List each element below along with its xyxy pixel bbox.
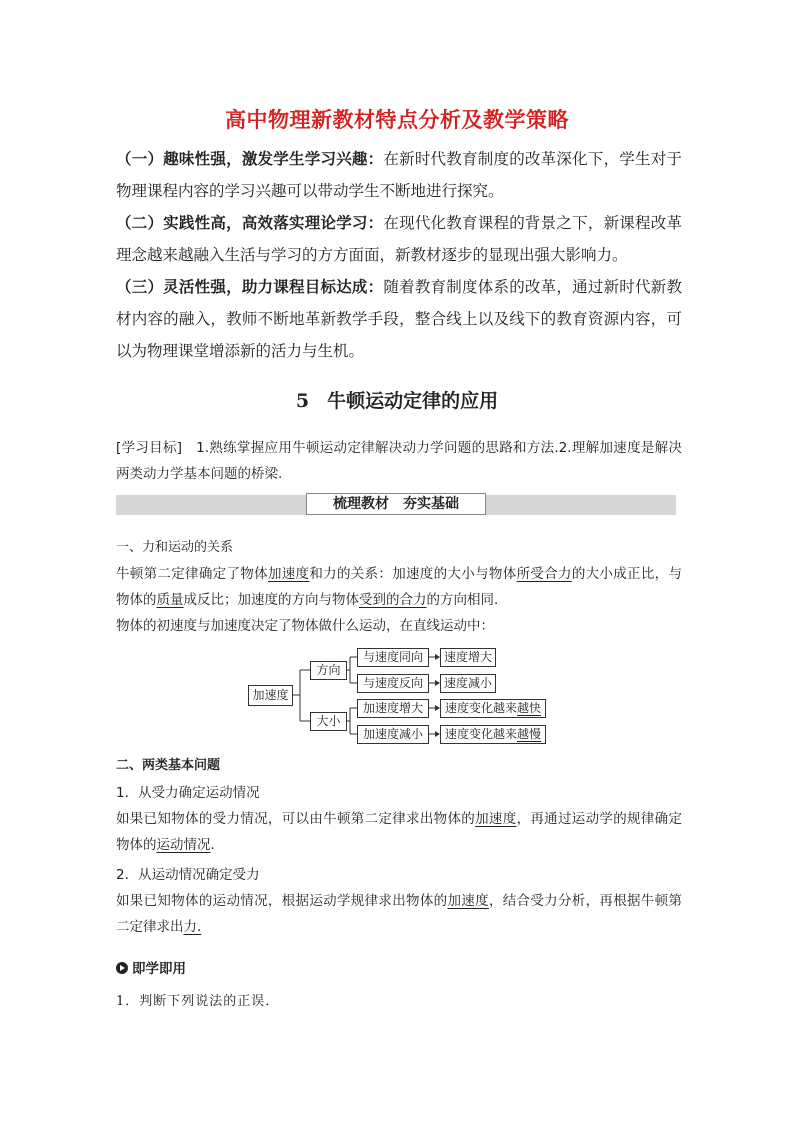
diagram-branch-direction: 方向 [310, 661, 347, 680]
part1-text-b: 和力的关系：加速度的大小与物体 [309, 566, 517, 582]
section-banner [116, 495, 676, 515]
diagram-acc-increase: 加速度增大 [357, 699, 429, 718]
banner-right-text: 夯实基础 [403, 496, 459, 512]
blank-net-force: 所受合力 [516, 566, 572, 582]
diagram-speed-decrease: 速度减小 [440, 674, 496, 693]
intro-text-3: 随着教育制度体系的改革，通过新时代新教材内容的融入，教师不断地革新教学手段，整合线上以及线下的教育资源内容，可以为物理课堂增添新的活力与生机。 [116, 278, 682, 360]
intro-text-1: 在新时代教育制度的改革深化下，学生对于物理课程内容的学习兴趣可以带动学生不断地进行探究。 [116, 150, 682, 200]
intro-label-2: （二）实践性高，高效落实理论学习： [116, 214, 384, 232]
part1-line2: 物体的初速度与加速度决定了物体做什么运动，在直线运动中： [116, 618, 494, 634]
sub1-text-c: . [210, 837, 215, 853]
part1-text-d: 成反比；加速度的方向与物体 [183, 592, 359, 608]
section-title [0, 386, 794, 413]
sub2-blank-force: 力. [183, 919, 202, 935]
sub1-text-b: ，再通过运动学的规律确定物体的 [116, 811, 682, 853]
diagram-speed-increase: 速度增大 [440, 648, 496, 667]
sub1-blank-motion: 运动情况 [156, 837, 211, 853]
change-slower-text: 速度变化越来 [444, 727, 517, 741]
diagram-branch-magnitude: 大小 [310, 712, 347, 731]
change-faster-text: 速度变化越来 [444, 701, 517, 715]
document-title: 高中物理新教材特点分析及教学策略 [225, 108, 569, 132]
diagram-change-slower [440, 725, 546, 744]
section-title-text: 牛顿运动定律的应用 [327, 390, 499, 412]
part2-sub2-paragraph [116, 888, 682, 940]
intro-paragraph-1 [116, 143, 682, 207]
intro-text-2: 在现代化教育课程的背景之下，新课程改革理念越来越融入生活与学习的方方面面，新教材逐步的显现出强大影响力。 [116, 214, 682, 264]
learning-objectives: [学习目标] 1.熟练掌握应用牛顿运动定律解决动力学问题的思路和方法.2.理解加速度是解决两类动力学基本问题的桥梁. [116, 440, 682, 482]
part2-sub2-heading: 2．从运动情况确定受力 [116, 867, 260, 883]
blank-acceleration: 加速度 [267, 566, 310, 582]
banner-left-text: 梳理教材 [333, 496, 389, 512]
sub2-text-b: ，结合受力分析，再根据牛顿第二定律求出 [116, 893, 682, 935]
part1-heading: 一、力和运动的关系 [116, 540, 234, 555]
intro-paragraph-2 [116, 207, 682, 271]
intro-label-3: （三）灵活性强，助力课程目标达成： [116, 278, 384, 296]
sub1-blank-acceleration: 加速度 [475, 811, 517, 827]
diagram-acc-decrease: 加速度减小 [357, 725, 429, 744]
part2-heading: 二、两类基本问题 [116, 758, 221, 773]
part1-text-e: 的方向相同. [426, 592, 499, 608]
change-faster-blank: 越快 [517, 701, 542, 715]
blank-received-force: 受到的合力 [359, 592, 427, 608]
quick-practice-heading [116, 957, 186, 977]
blank-mass: 质量 [156, 592, 184, 608]
change-slower-blank: 越慢 [517, 727, 542, 741]
part1-paragraph [116, 561, 682, 613]
part1-text-a: 牛顿第二定律确定了物体 [116, 566, 268, 582]
banner-label [306, 493, 486, 515]
diagram-root-acceleration: 加速度 [248, 685, 293, 706]
sub2-text-a: 如果已知物体的运动情况，根据运动学规律求出物体的 [116, 893, 448, 909]
sub2-blank-acceleration: 加速度 [447, 893, 489, 909]
quick-practice-label: 即学即用 [132, 961, 186, 977]
part2-sub1-heading: 1．从受力确定运动情况 [116, 785, 260, 801]
play-circle-icon [116, 962, 128, 974]
intro-paragraph-3 [116, 271, 682, 367]
question-1: 1．判断下列说法的正误． [116, 994, 280, 1009]
intro-label-1: （一）趣味性强，激发学生学习兴趣： [116, 150, 384, 168]
sub1-text-a: 如果已知物体的受力情况，可以由牛顿第二定律求出物体的 [116, 811, 476, 827]
part1-text-c: 的大小成正比，与物体的 [116, 566, 682, 608]
diagram-change-faster [440, 699, 546, 718]
diagram-opposite-direction: 与速度反向 [357, 674, 429, 693]
part2-sub1-paragraph [116, 806, 682, 858]
diagram-same-direction: 与速度同向 [357, 648, 429, 667]
section-number: 5 [295, 390, 310, 412]
